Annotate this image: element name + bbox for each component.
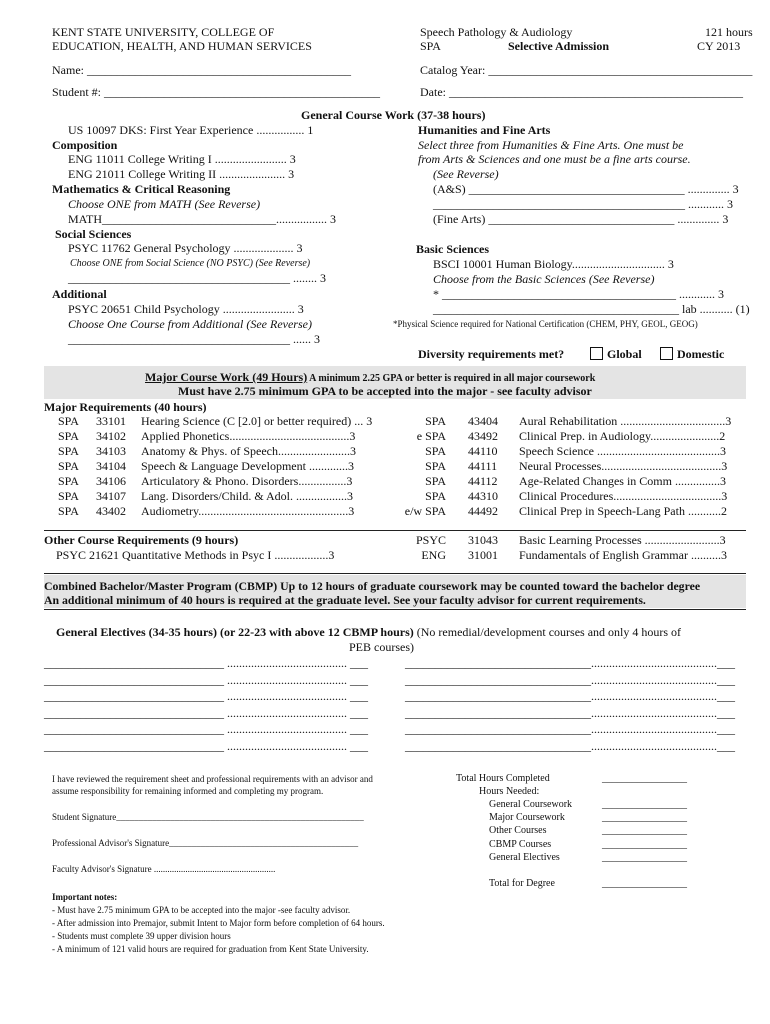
total-completed-blank[interactable]: _________________: [602, 773, 687, 784]
important-note: - After admission into Premajor, submit Intent to Major form before completion of 64 hours.: [52, 918, 385, 928]
electives-note: (No remedial/development courses and only 4 hours of: [413, 625, 682, 639]
course-title: Lang. Disorders/Child. & Adol. .................3: [141, 489, 353, 503]
humanities-fine-arts-line[interactable]: (Fine Arts) _______________________________ .............. 3: [433, 212, 729, 226]
major-requirements-heading: Major Requirements (40 hours): [44, 400, 207, 414]
humanities-blank-line[interactable]: __________________________________________ ............ 3: [433, 197, 733, 211]
divider: [44, 530, 746, 531]
course-dept: SPA: [425, 459, 446, 473]
course-title: Speech Science .........................................3: [519, 444, 726, 458]
program-code: SPA: [420, 39, 441, 53]
hours-needed-label: Hours Needed:: [479, 786, 540, 797]
course-dept: SPA: [58, 504, 79, 518]
course-number: 43404: [468, 414, 498, 428]
eng-21011: ENG 21011 College Writing II ...................... 3: [68, 167, 295, 181]
important-note: - Must have 2.75 minimum GPA to be accepted into the major -see faculty advisor.: [52, 905, 351, 915]
additional-line[interactable]: _____________________________________ ...... 3: [68, 332, 320, 346]
math-line[interactable]: MATH_____________________________................. 3: [68, 212, 337, 226]
electives-title-text: General Electives (34-35 hours) (or 22-23 with above 12 CBMP hours): [56, 625, 414, 639]
course-number: 33101: [96, 414, 126, 428]
hours-needed-blank[interactable]: _________________: [602, 812, 687, 824]
course-dept: e SPA: [416, 429, 446, 443]
course-number: 44310: [468, 489, 498, 503]
course-title: Age-Related Changes in Comm ...............3: [519, 474, 726, 488]
social-sciences-heading: Social Sciences: [55, 227, 132, 241]
professional-advisor-signature-line[interactable]: Professional Advisor's Signature__________________________________________: [52, 838, 359, 848]
course-number: 43402: [96, 504, 126, 518]
faculty-advisor-signature-line[interactable]: Faculty Advisor's Signature ......................................................: [52, 864, 276, 874]
course-dept: SPA: [58, 489, 79, 503]
domestic-checkbox[interactable]: [660, 347, 673, 360]
other-requirements-heading: Other Course Requirements (9 hours): [44, 533, 239, 547]
course-dept: SPA: [425, 474, 446, 488]
elective-line[interactable]: ______________________________ ........................................ ___: [44, 689, 368, 704]
elective-line[interactable]: ______________________________ ........................................ ___: [44, 672, 368, 687]
course-dept: SPA: [425, 414, 446, 428]
us-course: US 10097 DKS: First Year Experience ................ 1: [68, 123, 314, 137]
course-title: Clinical Prep in Speech-Lang Path ...........2: [519, 504, 727, 518]
catalog-code: CY 2013: [697, 39, 741, 53]
course-title: Applied Phonetics........................................3: [141, 429, 356, 443]
humanities-heading: Humanities and Fine Arts: [418, 123, 551, 137]
course-number: 34106: [96, 474, 126, 488]
elective-line[interactable]: _______________________________..........................................___: [405, 689, 735, 704]
hours-needed-item: General Electives: [489, 851, 560, 863]
course-dept: SPA: [58, 444, 79, 458]
hours-needed-blank[interactable]: _________________: [602, 799, 687, 810]
elective-line[interactable]: _______________________________..........................................___: [405, 739, 735, 753]
psyc-21621: PSYC 21621 Quantitative Methods in Psyc I ..................3: [56, 548, 335, 562]
statement-line-2: assume responsibility for remaining informed and completing my program.: [52, 786, 324, 796]
additional-note: Choose One Course from Additional (See Reverse): [68, 317, 312, 331]
math-note: Choose ONE from MATH (See Reverse): [68, 197, 261, 211]
basic-sciences-heading: Basic Sciences: [416, 242, 489, 256]
electives-title: [56, 625, 681, 639]
elective-line[interactable]: ______________________________ ........................................ ___: [44, 722, 368, 737]
course-dept: e/w SPA: [404, 504, 446, 518]
hours-needed-item: Other Courses: [489, 825, 547, 837]
catalog-year-field[interactable]: Catalog Year: ____________________________________________: [420, 63, 753, 77]
domestic-option[interactable]: [660, 347, 724, 361]
humanities-as-line[interactable]: (A&S) ____________________________________ .............. 3: [433, 182, 739, 196]
major-title-text: Major Course Work (49 Hours): [145, 370, 308, 384]
physical-science-note: *Physical Science required for National Certification (CHEM, PHY, GEOL, GEOG): [393, 319, 698, 329]
course-title: Fundamentals of English Grammar ..........3: [519, 548, 727, 562]
name-field[interactable]: Name: ____________________________________________: [52, 63, 351, 77]
student-signature-line[interactable]: Student Signature_______________________________________________________: [52, 812, 364, 822]
program-name: Speech Pathology & Audiology: [420, 25, 573, 39]
global-option[interactable]: [590, 347, 642, 361]
course-number: 44112: [468, 474, 498, 488]
course-dept: ENG: [421, 548, 446, 562]
general-coursework-title: General Course Work (37-38 hours): [301, 108, 486, 122]
hours-needed-item: CBMP Courses: [489, 838, 552, 850]
additional-heading: Additional: [52, 287, 107, 301]
course-number: 31043: [468, 533, 498, 547]
course-title: Articulatory & Phono. Disorders................3: [141, 474, 353, 488]
composition-heading: Composition: [52, 138, 118, 152]
elective-line[interactable]: _______________________________..........................................___: [405, 656, 735, 670]
basic-sciences-line[interactable]: * _______________________________________ ............ 3: [433, 287, 724, 301]
university-line-2: EDUCATION, HEALTH, AND HUMAN SERVICES: [52, 39, 312, 53]
major-title-note: A minimum 2.25 GPA or better is required in all major coursework: [307, 373, 596, 384]
humanities-note-3: (See Reverse): [433, 167, 499, 181]
course-number: 44110: [468, 444, 498, 458]
social-note: Choose ONE from Social Science (NO PSYC) (See Reverse): [70, 258, 311, 269]
divider: [44, 609, 746, 610]
elective-line[interactable]: ______________________________ ........................................ ___: [44, 739, 368, 753]
course-title: Neural Processes........................................3: [519, 459, 728, 473]
course-title: Clinical Prep. in Audiology.......................2: [519, 429, 726, 443]
hours-needed-blank[interactable]: _________________: [602, 851, 687, 863]
important-note: - A minimum of 121 valid hours are required for graduation from Kent State University.: [52, 944, 369, 954]
course-dept: SPA: [58, 429, 79, 443]
elective-line[interactable]: ______________________________ ........................................ ___: [44, 705, 368, 720]
divider: [44, 573, 746, 574]
course-title: Audiometry..................................................3: [141, 504, 355, 518]
total-for-degree-blank[interactable]: _________________: [602, 878, 687, 889]
basic-sciences-note: Choose from the Basic Sciences (See Reverse): [433, 272, 655, 286]
course-dept: SPA: [58, 414, 79, 428]
domestic-label: Domestic: [677, 347, 725, 361]
total-hours-completed: Total Hours Completed: [456, 773, 550, 784]
cbmp-line-2: An additional minimum of 40 hours is required at the graduate level. See your faculty advisor for current requirements.: [44, 593, 646, 607]
math-heading: Mathematics & Critical Reasoning: [52, 182, 231, 196]
course-number: 34102: [96, 429, 126, 443]
psyc-20651: PSYC 20651 Child Psychology ........................ 3: [68, 302, 304, 316]
hours-needed-item: General Coursework: [489, 799, 573, 810]
humanities-note-1: Select three from Humanities & Fine Arts. One must be: [418, 138, 684, 152]
global-checkbox[interactable]: [590, 347, 603, 360]
major-gpa-note: Must have 2.75 minimum GPA to be accepted into the major - see faculty advisor: [178, 384, 592, 398]
course-number: 31001: [468, 548, 498, 562]
course-dept: PSYC: [415, 533, 446, 547]
course-number: 44111: [468, 459, 498, 473]
elective-line[interactable]: _______________________________..........................................___: [405, 722, 735, 737]
course-number: 34107: [96, 489, 126, 503]
course-title: Speech & Language Development .............3: [141, 459, 354, 473]
eng-11011: ENG 11011 College Writing I ........................ 3: [68, 152, 296, 166]
total-hours: 121 hours: [705, 25, 753, 39]
hours-needed-blank[interactable]: _________________: [602, 838, 687, 850]
basic-sciences-lab-line[interactable]: _________________________________________ lab ........... (1): [433, 302, 750, 316]
elective-line[interactable]: _______________________________..........................................___: [405, 705, 735, 720]
important-note: - Students must complete 39 upper division hours: [52, 931, 231, 941]
psyc-11762: PSYC 11762 General Psychology .................... 3: [68, 241, 303, 255]
course-title: Aural Rehabilitation ...................................3: [519, 414, 732, 428]
diversity-label: Diversity requirements met?: [418, 347, 565, 361]
important-notes-heading: Important notes:: [52, 892, 118, 902]
date-field[interactable]: Date: _________________________________________________: [420, 85, 743, 99]
humanities-note-2: from Arts & Sciences and one must be a fine arts course.: [418, 152, 691, 166]
course-number: 43492: [468, 429, 498, 443]
elective-line[interactable]: _______________________________..........................................___: [405, 672, 735, 687]
course-title: Hearing Science (C [2.0] or better required) ... 3: [141, 414, 373, 428]
course-title: Clinical Procedures....................................3: [519, 489, 728, 503]
electives-note-2: PEB courses): [349, 640, 414, 654]
course-number: 34104: [96, 459, 126, 473]
course-number: 44492: [468, 504, 498, 518]
university-line-1: KENT STATE UNIVERSITY, COLLEGE OF: [52, 25, 275, 39]
course-number: 34103: [96, 444, 126, 458]
course-dept: SPA: [58, 459, 79, 473]
course-dept: SPA: [58, 474, 79, 488]
student-number-field[interactable]: Student #: ______________________________________________: [52, 85, 381, 99]
course-title: Basic Learning Processes .........................3: [519, 533, 726, 547]
total-for-degree-label: Total for Degree: [489, 878, 555, 889]
course-dept: SPA: [425, 489, 446, 503]
course-dept: SPA: [425, 444, 446, 458]
global-label: Global: [607, 347, 642, 361]
hours-needed-blank[interactable]: _________________: [602, 825, 687, 837]
admission-type: Selective Admission: [508, 39, 609, 53]
hours-needed-item: Major Coursework: [489, 812, 565, 824]
cbmp-line-1: Combined Bachelor/Master Program (CBMP) Up to 12 hours of graduate coursework may be counted toward the bachelor degree: [44, 579, 701, 593]
bsci-10001: BSCI 10001 Human Biology............................... 3: [433, 257, 674, 271]
social-line[interactable]: _____________________________________ ........ 3: [68, 271, 326, 285]
statement-line-1: I have reviewed the requirement sheet and professional requirements with an advisor and: [52, 774, 373, 784]
elective-line[interactable]: ______________________________ ........................................ ___: [44, 656, 368, 670]
course-title: Anatomy & Phys. of Speech........................3: [141, 444, 356, 458]
